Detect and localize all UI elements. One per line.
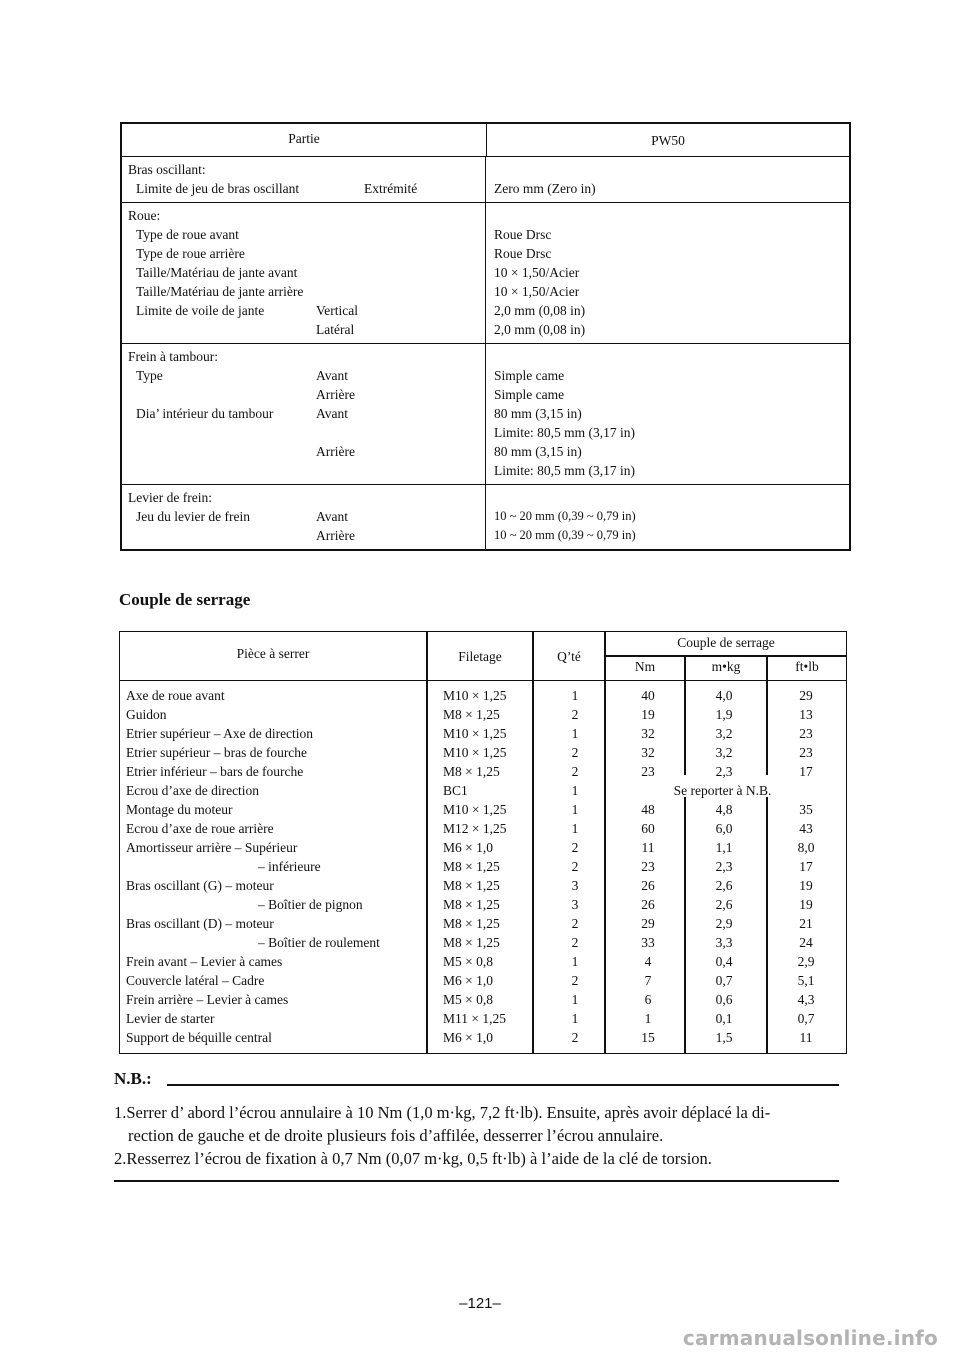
spec-item-sub: Vertical (316, 303, 358, 318)
part-cell: Etrier inférieur – bars de fourche (126, 764, 304, 779)
ftlb-cell: 23 (799, 745, 813, 760)
part-cell: Axe de roue avant (126, 688, 225, 703)
mkg-cell: 4,0 (715, 688, 733, 703)
note-number: 2. (114, 1149, 127, 1168)
part-cell: – Boîtier de roulement (258, 935, 380, 950)
mkg-cell: 3,3 (715, 935, 733, 950)
spec-item (128, 526, 485, 545)
table-row (120, 819, 846, 838)
part-cell: Amortisseur arrière – Supérieur (126, 840, 298, 855)
note-text: Serrer d’ abord l’écrou annulaire à 10 Nm (1,0 m·kg, 7,2 ft·lb). Ensuite, après avoir déplacé la di- (126, 1103, 771, 1122)
spec-item-label (136, 526, 316, 545)
spec-item-label (136, 320, 316, 339)
note-text: Resserrez l’écrou de fixation à 0,7 Nm (0,07 m·kg, 0,5 ft·lb) à l’aide de la clé de torsion. (126, 1149, 712, 1168)
nm-cell: 23 (641, 859, 655, 874)
qty-cell: 2 (571, 1030, 579, 1045)
qty-cell: 1 (571, 1011, 579, 1026)
watermark: carmanualsonline.info (682, 1326, 938, 1350)
table-row (120, 1028, 846, 1047)
ftlb-cell: 29 (799, 688, 813, 703)
table-row (120, 1009, 846, 1028)
thread-cell: M8 × 1,25 (443, 764, 500, 779)
part-cell: Bras oscillant (G) – moteur (126, 878, 274, 893)
thread-cell: M11 × 1,25 (443, 1011, 506, 1026)
qty-cell: 3 (571, 878, 579, 893)
mkg-cell: 2,9 (715, 916, 733, 931)
spec-item-sub: Avant (316, 509, 348, 524)
header-part: Pièce à serrer (236, 646, 310, 661)
ftlb-cell: 17 (799, 859, 813, 874)
table-row (120, 686, 846, 705)
spec-section-title: Bras oscillant: (128, 162, 206, 177)
table-row (120, 781, 846, 800)
spec-item-value: Simple came (494, 387, 565, 402)
table-row (120, 933, 846, 952)
spec-item (128, 179, 485, 198)
ftlb-cell: 13 (799, 707, 813, 722)
spec-item (128, 385, 485, 404)
spec-item (128, 263, 485, 282)
qty-cell: 2 (571, 973, 579, 988)
spec-item-label (136, 385, 316, 404)
nm-cell: 6 (644, 992, 652, 1007)
qty-cell: 1 (571, 783, 579, 798)
part-cell: Montage du moteur (126, 802, 233, 817)
torque-table-header (120, 632, 846, 681)
spec-item-sub: Arrière (316, 528, 355, 543)
table-row (120, 952, 846, 971)
nm-cell: 26 (641, 897, 655, 912)
ftlb-cell: 35 (799, 802, 813, 817)
spec-item-value: Simple came (494, 368, 565, 383)
spec-item-label: Jeu du levier de frein (136, 509, 250, 524)
header-thread: Filetage (458, 649, 502, 664)
torque-table (119, 631, 847, 1054)
thread-cell: M8 × 1,25 (443, 916, 500, 931)
spec-item (128, 507, 485, 526)
notes-rule (167, 1084, 839, 1086)
part-cell: Couvercle latéral – Cadre (126, 973, 265, 988)
spec-section-title: Frein à tambour: (128, 349, 218, 364)
qty-cell: 2 (571, 840, 579, 855)
spec-item-value: Limite: 80,5 mm (3,17 in) (494, 463, 635, 478)
header-torque: Couple de serrage (677, 635, 775, 650)
qty-cell: 1 (571, 726, 579, 741)
nm-cell: 1 (644, 1011, 652, 1026)
ftlb-cell: 5,1 (797, 973, 815, 988)
qty-cell: 2 (571, 916, 579, 931)
spec-item-sub: Extrémité (364, 181, 418, 196)
spec-item-value: 2,0 mm (0,08 in) (494, 322, 586, 337)
thread-cell: M10 × 1,25 (443, 688, 507, 703)
spec-section (122, 344, 849, 485)
qty-cell: 2 (571, 935, 579, 950)
ftlb-cell: 21 (799, 916, 813, 931)
ftlb-cell: 43 (799, 821, 813, 836)
part-cell: Levier de starter (126, 1011, 215, 1026)
note-text-continued: rection de gauche et de droite plusieurs fois d’affilée, desserrer l’écrou annulaire. (128, 1126, 664, 1145)
table-row (120, 705, 846, 724)
part-cell: Ecrou d’axe de direction (126, 783, 260, 798)
spec-value-cell (486, 485, 849, 549)
ftlb-cell: 19 (799, 878, 813, 893)
table-row (120, 724, 846, 743)
note-number: 1. (114, 1103, 127, 1122)
spec-item-sub: Arrière (316, 444, 355, 459)
spec-value-cell (486, 344, 849, 484)
thread-cell: BC1 (443, 783, 468, 798)
spec-item-value: Roue Drsc (494, 246, 552, 261)
spec-section-title: Roue: (128, 208, 161, 223)
spec-part-cell (122, 485, 486, 549)
header-mkg: m•kg (711, 659, 741, 674)
spec-table (120, 122, 851, 551)
table-row (120, 857, 846, 876)
spec-item-sub: Avant (316, 368, 348, 383)
thread-cell: M8 × 1,25 (443, 859, 500, 874)
mkg-cell: 0,7 (715, 973, 733, 988)
table-row (120, 895, 846, 914)
thread-cell: M10 × 1,25 (443, 726, 507, 741)
thread-cell: M6 × 1,0 (443, 840, 493, 855)
thread-cell: M8 × 1,25 (443, 707, 500, 722)
table-row (120, 838, 846, 857)
qty-cell: 1 (571, 954, 579, 969)
mkg-cell: 3,2 (715, 726, 733, 741)
qty-cell: 1 (571, 688, 579, 703)
thread-cell: M8 × 1,25 (443, 878, 500, 893)
nm-cell: 29 (641, 916, 655, 931)
part-cell: Guidon (126, 707, 167, 722)
spec-item (128, 225, 485, 244)
mkg-cell: 1,9 (715, 707, 733, 722)
header-qty: Q’té (557, 649, 581, 664)
bottom-rule (114, 1180, 839, 1182)
thread-cell: M8 × 1,25 (443, 935, 500, 950)
thread-cell: M8 × 1,25 (443, 897, 500, 912)
torque-table-body (120, 682, 846, 1053)
spec-item (128, 301, 485, 320)
part-cell: Frein arrière – Levier à cames (126, 992, 289, 1007)
qty-cell: 1 (571, 992, 579, 1007)
spec-item (128, 404, 485, 423)
spec-item-value: 2,0 mm (0,08 in) (494, 303, 586, 318)
qty-cell: 2 (571, 707, 579, 722)
ftlb-cell: 19 (799, 897, 813, 912)
page-number: –121– (459, 1295, 501, 1312)
ftlb-cell: 17 (799, 764, 813, 779)
header-divider (605, 655, 846, 657)
spec-item-value: 80 mm (3,15 in) (494, 444, 582, 459)
notes-label: N.B.: (114, 1069, 152, 1088)
note-cell: Se reporter à N.B. (673, 783, 772, 798)
spec-item (128, 282, 485, 301)
spec-item (128, 461, 485, 480)
spec-item-label (136, 442, 316, 461)
qty-cell: 1 (571, 802, 579, 817)
ftlb-cell: 24 (799, 935, 813, 950)
nm-cell: 19 (641, 707, 655, 722)
qty-cell: 3 (571, 897, 579, 912)
mkg-cell: 2,3 (715, 859, 733, 874)
ftlb-cell: 8,0 (797, 840, 815, 855)
spec-table-body (122, 157, 849, 549)
mkg-cell: 4,8 (715, 802, 733, 817)
thread-cell: M6 × 1,0 (443, 1030, 493, 1045)
mkg-cell: 1,1 (715, 840, 733, 855)
header-part: Partie (122, 124, 487, 156)
table-row (120, 800, 846, 819)
ftlb-cell: 23 (799, 726, 813, 741)
spec-item (128, 244, 485, 263)
qty-cell: 2 (571, 764, 579, 779)
spec-item-label: Type de roue avant (136, 227, 239, 242)
mkg-cell: 0,1 (715, 1011, 733, 1026)
nm-cell: 23 (641, 764, 655, 779)
part-cell: Bras oscillant (D) – moteur (126, 916, 274, 931)
spec-item-value: 10 ~ 20 mm (0,39 ~ 0,79 in) (494, 528, 636, 542)
ftlb-cell: 4,3 (797, 992, 815, 1007)
nm-cell: 15 (641, 1030, 655, 1045)
part-cell: – Boîtier de pignon (258, 897, 363, 912)
spec-item-sub: Avant (316, 406, 348, 421)
table-row (120, 762, 846, 781)
nm-cell: 48 (641, 802, 655, 817)
spec-item-value: Zero mm (Zero in) (494, 181, 596, 196)
part-cell: Ecrou d’axe de roue arrière (126, 821, 274, 836)
spec-item-sub: Arrière (316, 387, 355, 402)
spec-part-cell (122, 157, 486, 202)
mkg-cell: 0,4 (715, 954, 733, 969)
part-cell: Support de béquille central (126, 1030, 272, 1045)
spec-item-label: Dia’ intérieur du tambour (136, 406, 274, 421)
mkg-cell: 3,2 (715, 745, 733, 760)
spec-item-label: Type (136, 368, 163, 383)
nm-cell: 32 (641, 745, 655, 760)
nm-cell: 60 (641, 821, 655, 836)
spec-item-label (136, 461, 316, 480)
spec-item-value: 10 × 1,50/Acier (494, 284, 580, 299)
qty-cell: 1 (571, 821, 579, 836)
spec-section-title: Levier de frein: (128, 490, 212, 505)
thread-cell: M12 × 1,25 (443, 821, 507, 836)
header-ftlb: ft•lb (795, 659, 819, 674)
part-cell: Etrier supérieur – bras de fourche (126, 745, 308, 760)
mkg-cell: 2,6 (715, 878, 733, 893)
table-row (120, 971, 846, 990)
spec-item-value: 80 mm (3,15 in) (494, 406, 582, 421)
spec-item (128, 423, 485, 442)
nm-cell: 7 (644, 973, 652, 988)
part-cell: – inférieure (258, 859, 321, 874)
spec-item (128, 442, 485, 461)
spec-item-value: Roue Drsc (494, 227, 552, 242)
spec-item-value: Limite: 80,5 mm (3,17 in) (494, 425, 635, 440)
thread-cell: M5 × 0,8 (443, 992, 493, 1007)
nm-cell: 11 (641, 840, 655, 855)
nm-cell: 32 (641, 726, 655, 741)
spec-value-cell (486, 203, 849, 343)
mkg-cell: 2,6 (715, 897, 733, 912)
nm-cell: 26 (641, 878, 655, 893)
ftlb-cell: 2,9 (797, 954, 815, 969)
spec-table-header (122, 124, 849, 157)
spec-section (122, 485, 849, 549)
header-nm: Nm (634, 659, 656, 674)
torque-section-title: Couple de serrage (119, 590, 251, 609)
note-item (114, 1147, 844, 1170)
spec-item-label: Type de roue arrière (136, 246, 245, 261)
thread-cell: M6 × 1,0 (443, 973, 493, 988)
nm-cell: 33 (641, 935, 655, 950)
spec-item-label: Limite de voile de jante (136, 303, 265, 318)
ftlb-cell: 0,7 (797, 1011, 815, 1026)
nm-cell: 40 (641, 688, 655, 703)
thread-cell: M5 × 0,8 (443, 954, 493, 969)
spec-section (122, 157, 849, 203)
spec-part-cell (122, 203, 486, 343)
spec-item-label: Limite de jeu de bras oscillant (136, 181, 300, 196)
table-row (120, 876, 846, 895)
thread-cell: M10 × 1,25 (443, 802, 507, 817)
spec-item-sub: Latéral (316, 322, 355, 337)
table-row (120, 743, 846, 762)
spec-section (122, 203, 849, 344)
part-cell: Etrier supérieur – Axe de direction (126, 726, 314, 741)
table-row (120, 990, 846, 1009)
header-model: PW50 (651, 133, 685, 148)
mkg-cell: 0,6 (715, 992, 733, 1007)
spec-part-cell (122, 344, 486, 484)
spec-item (128, 366, 485, 385)
spec-item-label: Taille/Matériau de jante avant (136, 265, 298, 280)
spec-item-label (136, 423, 316, 442)
part-cell: Frein avant – Levier à cames (126, 954, 283, 969)
spec-item-label: Taille/Matériau de jante arrière (136, 284, 304, 299)
spec-item (128, 320, 485, 339)
note-item (114, 1101, 844, 1147)
qty-cell: 2 (571, 859, 579, 874)
thread-cell: M10 × 1,25 (443, 745, 507, 760)
spec-value-cell (486, 157, 849, 202)
spec-item-value: 10 × 1,50/Acier (494, 265, 580, 280)
mkg-cell: 6,0 (715, 821, 733, 836)
qty-cell: 2 (571, 745, 579, 760)
spec-item-value: 10 ~ 20 mm (0,39 ~ 0,79 in) (494, 509, 636, 523)
nm-cell: 4 (644, 954, 652, 969)
mkg-cell: 2,3 (715, 764, 733, 779)
mkg-cell: 1,5 (715, 1030, 733, 1045)
table-row (120, 914, 846, 933)
ftlb-cell: 11 (799, 1030, 813, 1045)
